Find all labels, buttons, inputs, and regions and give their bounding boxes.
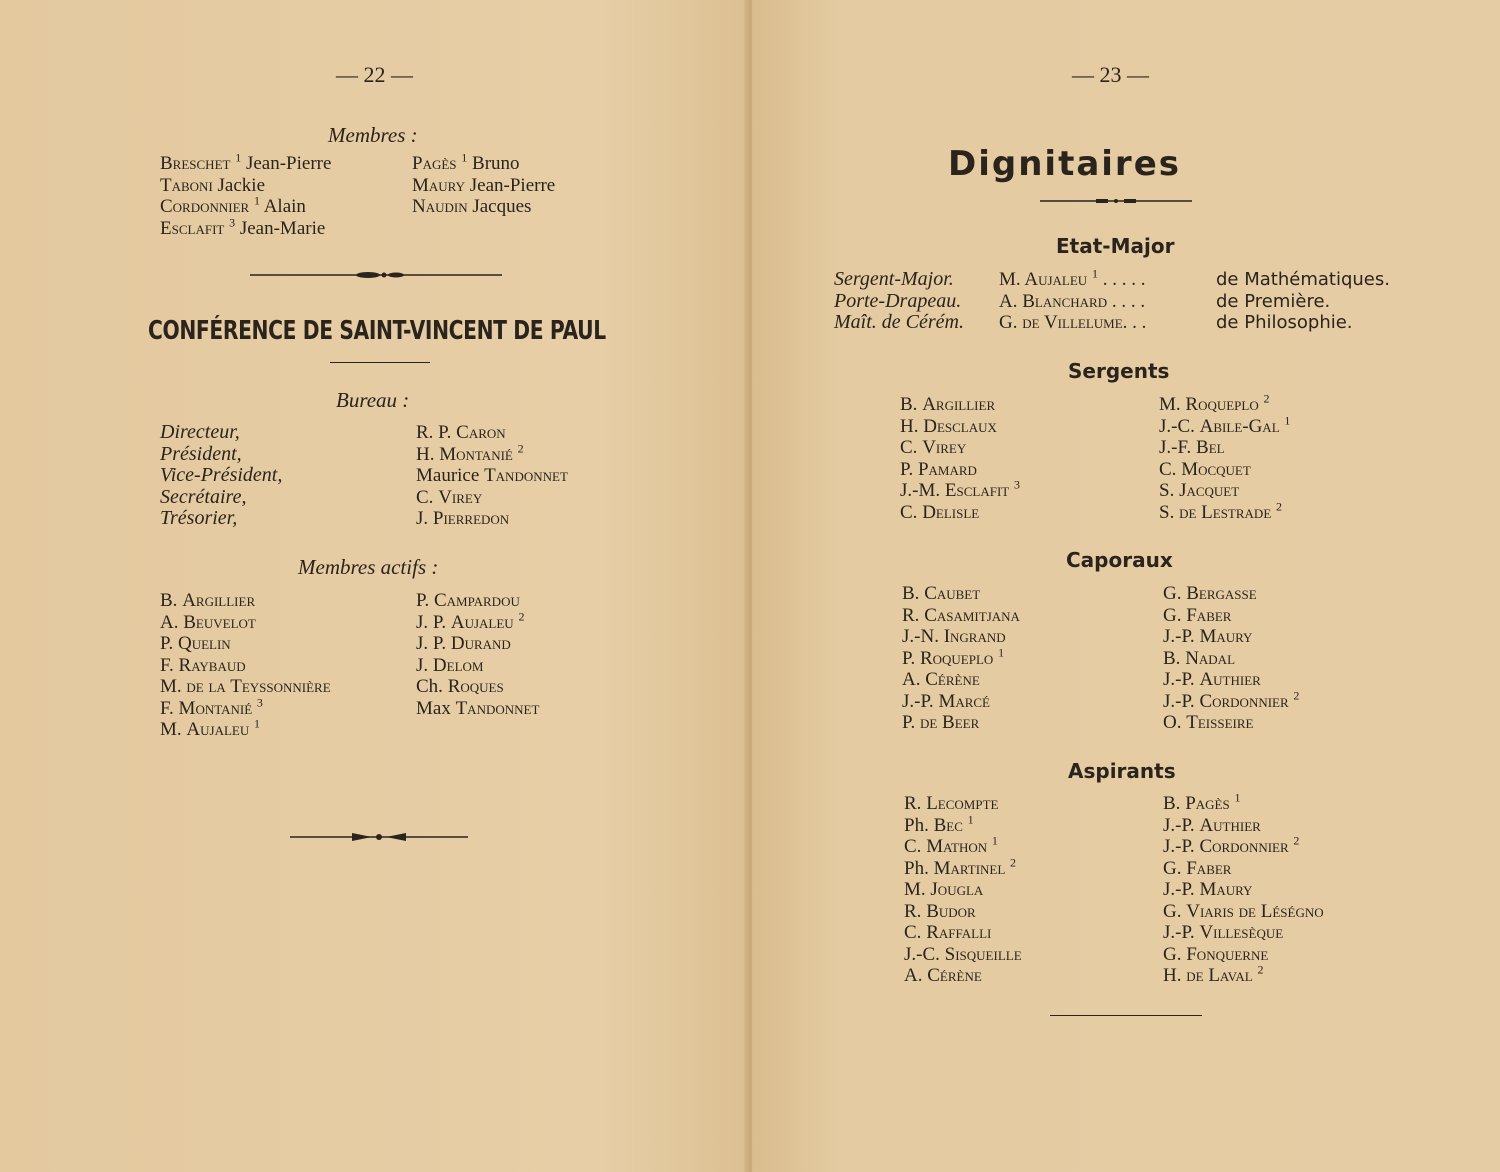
caporal-item: A. Cérène: [902, 669, 980, 690]
sergent-item: J.-F. Bel: [1159, 437, 1225, 458]
bureau-name: C. Virey: [416, 486, 483, 508]
actif-item: P. Campardou: [416, 590, 520, 611]
conference-title: CONFÉRENCE DE SAINT-VINCENT DE PAUL: [148, 316, 606, 346]
caporal-item: O. Teisseire: [1163, 712, 1254, 733]
aspirant-item: M. Jougla: [904, 879, 984, 900]
actifs-col-1: [160, 590, 331, 741]
caporal-item: J.-P. Maury: [1163, 626, 1253, 647]
bureau-names: [416, 422, 568, 530]
etat-major-names: [999, 266, 1147, 334]
actif-item: M. Aujaleu $^1$: [160, 716, 260, 740]
membre-item: Naudin Jacques: [412, 196, 532, 217]
aspirant-item: H. de Laval $^2$: [1163, 962, 1264, 986]
aspirant-item: C. Mathon $^1$: [904, 833, 998, 857]
class-label: de Première.: [1216, 290, 1331, 312]
actif-item: Max Tandonnet: [416, 697, 540, 719]
sergents-col-2: [1159, 391, 1291, 523]
caporal-item: J.-P. Marcé: [902, 690, 991, 712]
membre-item: Breschet $^1$ Jean-Pierre: [160, 150, 332, 174]
caporal-item: G. Faber: [1163, 604, 1232, 626]
bureau-name: J. Pierredon: [416, 508, 510, 529]
rank-label: Porte-Drapeau.: [834, 289, 962, 312]
membre-item: Taboni Jackie: [160, 174, 266, 196]
page-number-left: — 22 —: [336, 62, 413, 87]
caporal-item: B. Nadal: [1163, 647, 1236, 669]
sergent-item: S. Jacquet: [1159, 480, 1240, 501]
sergents-heading: Sergents: [1068, 359, 1170, 383]
bureau-role: Vice-Président,: [160, 464, 283, 486]
closing-rule: [1050, 1015, 1202, 1016]
title-underline: [330, 362, 430, 363]
title-rule-ornament: [1040, 196, 1192, 206]
actif-item: J. P. Aujaleu $^2$: [416, 609, 525, 633]
aspirant-item: C. Raffalli: [904, 922, 992, 943]
class-label: de Philosophie.: [1216, 312, 1353, 333]
etat-major-heading: Etat-Major: [1056, 234, 1175, 258]
aspirant-item: R. Budor: [904, 900, 976, 922]
sergent-item: J.-M. Esclafit $^3$: [900, 477, 1020, 501]
membre-item: Pagès $^1$ Bruno: [412, 150, 520, 174]
membre-item: Cordonnier $^1$ Alain: [160, 193, 306, 217]
rank-label: Maît. de Cérém.: [834, 311, 964, 333]
actif-item: J. P. Durand: [416, 633, 511, 654]
caporal-item: J.-N. Ingrand: [902, 626, 1006, 647]
actif-item: F. Raybaud: [160, 654, 246, 676]
sergent-item: M. Roqueplo $^2$: [1159, 391, 1270, 415]
aspirant-item: J.-P. Authier: [1163, 814, 1261, 836]
ornament-divider: [250, 268, 502, 282]
dignitaires-title: Dignitaires: [948, 144, 1181, 184]
sergent-item: H. Desclaux: [900, 415, 997, 437]
aspirant-item: A. Cérène: [904, 965, 982, 986]
ornament-divider-bottom: [290, 829, 468, 845]
bureau-name: H. Montanié $^2$: [416, 441, 524, 465]
actif-item: B. Argillier: [160, 590, 256, 611]
class-label: de Mathématiques.: [1216, 269, 1390, 290]
etat-major-classes: [1216, 269, 1390, 334]
dignitary-name: G. de Villelume. . .: [999, 312, 1147, 333]
bureau-roles: [160, 422, 282, 530]
aspirant-item: R. Lecompte: [904, 793, 999, 814]
aspirant-item: J.-C. Sisqueille: [904, 943, 1022, 965]
rank-label: Sergent-Major.: [834, 268, 954, 290]
page-number-right: — 23 —: [1072, 62, 1149, 87]
left-page: [0, 0, 748, 1172]
bureau-role: Président,: [160, 442, 242, 465]
sergent-item: P. Pamard: [900, 458, 977, 480]
aspirant-item: G. Fonquerne: [1163, 943, 1269, 965]
bureau-role: Secrétaire,: [160, 485, 247, 508]
aspirant-item: J.-P. Cordonnier $^2$: [1163, 833, 1300, 857]
actif-item: Ch. Roques: [416, 676, 504, 697]
caporaux-col-2: [1163, 583, 1299, 734]
aspirant-item: G. Viaris de Léségno: [1163, 900, 1324, 922]
actif-item: M. de la Teyssonnière: [160, 676, 331, 697]
dignitary-name: M. Aujaleu $^1$ . . . . .: [999, 266, 1146, 290]
membre-item: Maury Jean-Pierre: [412, 174, 556, 196]
aspirant-item: B. Pagès $^1$: [1163, 790, 1241, 814]
membres-col-1: [160, 150, 332, 239]
aspirants-col-2: [1163, 790, 1324, 987]
sergents-col-1: [900, 394, 1020, 523]
sergent-item: C. Delisle: [900, 501, 980, 523]
sergent-item: J.-C. Abile-Gal $^1$: [1159, 413, 1291, 437]
caporal-item: P. de Beer: [902, 712, 980, 733]
membres-col-2: [412, 150, 556, 218]
dignitary-name: A. Blanchard . . . .: [999, 290, 1146, 312]
membres-heading: Membres :: [328, 123, 418, 147]
actif-item: J. Delom: [416, 654, 484, 676]
caporal-item: P. Roqueplo $^1$: [902, 645, 1005, 669]
membre-item: Esclafit $^3$ Jean-Marie: [160, 215, 326, 239]
caporaux-heading: Caporaux: [1066, 548, 1173, 572]
actifs-col-2: [416, 590, 539, 719]
etat-major-ranks: [834, 269, 964, 334]
bureau-role: Directeur,: [160, 421, 240, 443]
aspirants-col-1: [904, 793, 1022, 987]
aspirant-item: Ph. Martinel $^2$: [904, 855, 1017, 879]
caporal-item: R. Casamitjana: [902, 604, 1020, 626]
bureau-role: Trésorier,: [160, 507, 238, 529]
actif-item: P. Quelin: [160, 633, 231, 654]
caporal-item: B. Caubet: [902, 583, 981, 604]
right-page: [752, 0, 1500, 1172]
caporal-item: G. Bergasse: [1163, 583, 1257, 604]
aspirant-item: Ph. Bec $^1$: [904, 812, 974, 836]
actif-item: A. Beuvelot: [160, 611, 256, 633]
aspirants-heading: Aspirants: [1068, 759, 1176, 783]
caporaux-col-1: [902, 583, 1020, 734]
bureau-name: Maurice Tandonnet: [416, 465, 568, 486]
caporal-item: J.-P. Authier: [1163, 669, 1261, 690]
caporal-item: J.-P. Cordonnier $^2$: [1163, 688, 1300, 712]
aspirant-item: J.-P. Villesèque: [1163, 922, 1284, 943]
membres-actifs-heading: Membres actifs :: [298, 555, 439, 579]
sergent-item: C. Virey: [900, 437, 967, 458]
sergent-item: S. de Lestrade $^2$: [1159, 499, 1283, 523]
aspirant-item: J.-P. Maury: [1163, 879, 1253, 900]
actif-item: F. Montanié $^3$: [160, 695, 263, 719]
sergent-item: B. Argillier: [900, 394, 996, 415]
sergent-item: C. Mocquet: [1159, 458, 1251, 480]
bureau-heading: Bureau :: [336, 388, 410, 412]
bureau-name: R. P. Caron: [416, 422, 506, 443]
aspirant-item: G. Faber: [1163, 857, 1232, 879]
